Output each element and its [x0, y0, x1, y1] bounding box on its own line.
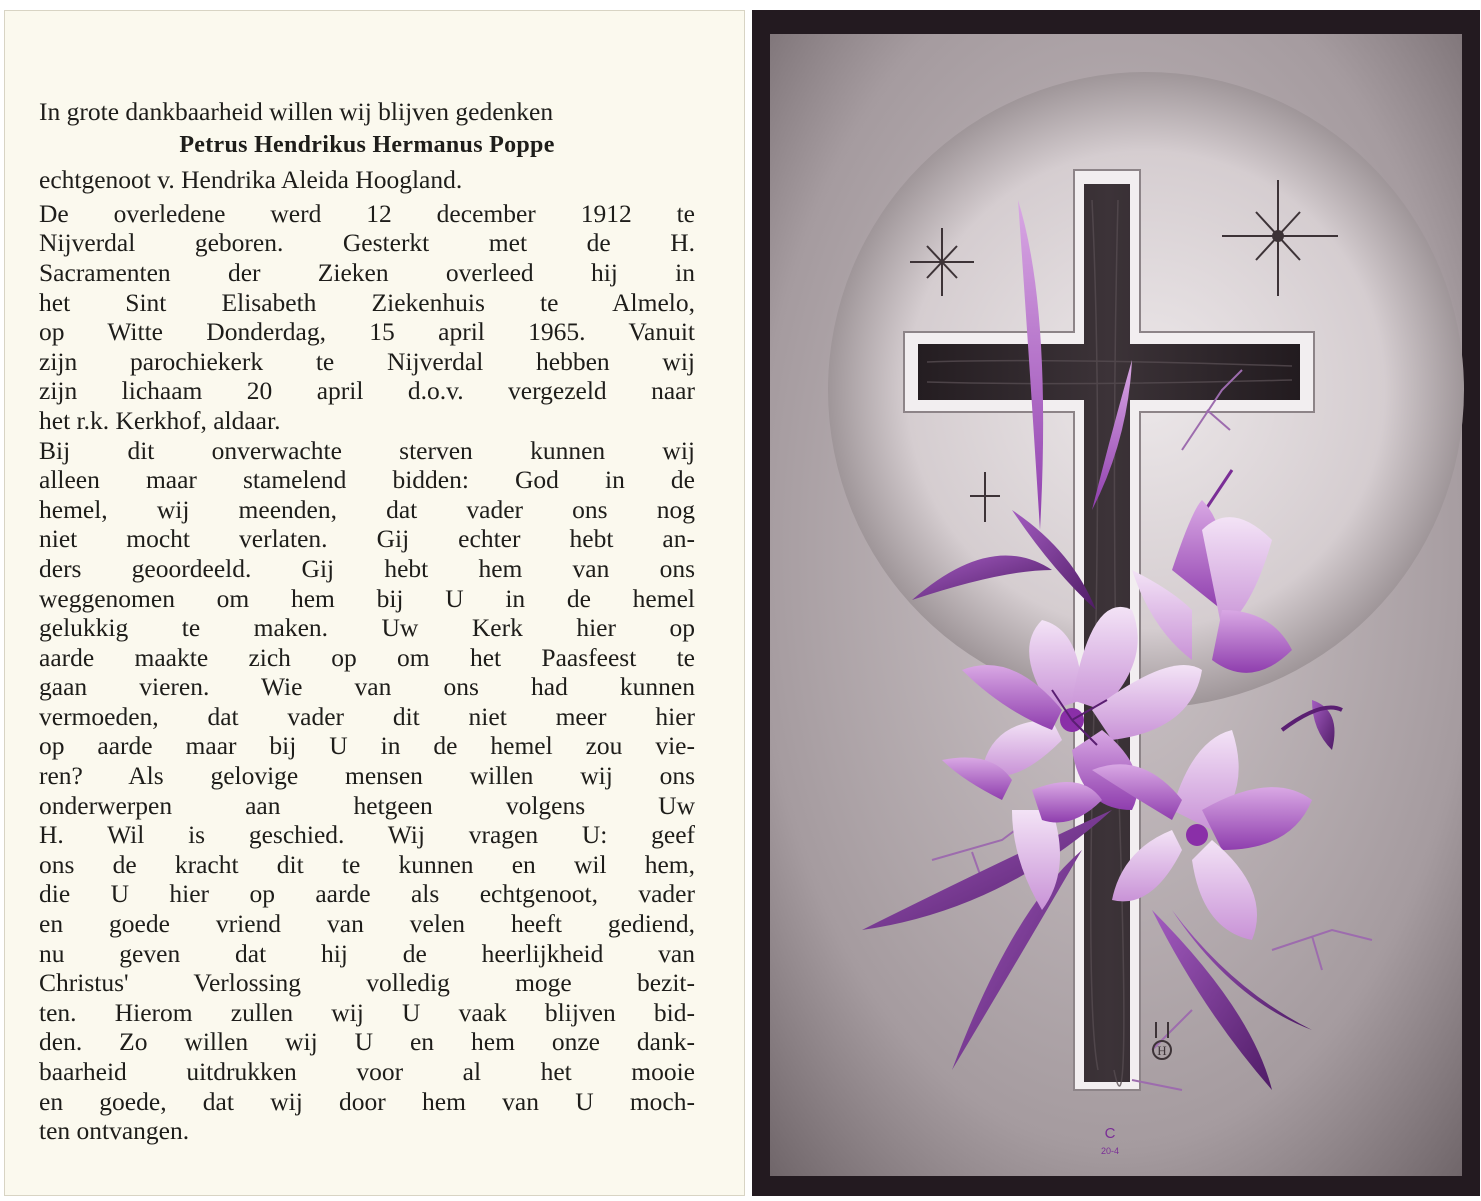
text-line: ons de kracht dit te kunnen en wil hem,: [39, 849, 695, 879]
text-line: Nijverdal geboren. Gesterkt met de H.: [39, 228, 695, 258]
print-number: 20-4: [1100, 1146, 1120, 1156]
text-line: niet mocht verlaten. Gij echter hebt an-: [39, 524, 695, 554]
text-line: het r.k. Kerkhof, aldaar.: [39, 405, 281, 435]
paragraph-prayer: [39, 436, 695, 1146]
text-line: ren? Als gelovige mensen willen wij ons: [39, 761, 695, 791]
text-card: [4, 10, 745, 1196]
text-line: aarde maakte zich op om het Paasfeest te: [39, 642, 695, 672]
intro-text: In grote dankbaarheid willen wij blijven gedenken: [39, 97, 554, 126]
text-line: den. Zo willen wij U en hem onze dank-: [39, 1027, 695, 1057]
text-line: Sacramenten der Zieken overleed hij in: [39, 257, 695, 287]
text-line: zijn parochiekerk te Nijverdal hebben wij: [39, 346, 695, 376]
text-line: gaan vieren. Wie van ons had kunnen: [39, 672, 695, 702]
text-line: en goede vriend van velen heeft gediend,: [39, 909, 695, 939]
printer-mark: C: [1104, 1125, 1116, 1142]
text-line: die U hier op aarde als echtgenoot, vader: [39, 879, 695, 909]
paragraph-biography: [39, 199, 695, 436]
text-line: vermoeden, dat vader dit niet meer hier: [39, 701, 695, 731]
text-line: hemel, wij meenden, dat vader ons nog: [39, 494, 695, 524]
text-line: en goede, dat wij door hem van U moch-: [39, 1086, 695, 1116]
text-line: weggenomen om hem bij U in de hemel: [39, 583, 695, 613]
memorial-text: [39, 97, 695, 1146]
text-line: op Witte Donderdag, 15 april 1965. Vanuit: [39, 317, 695, 347]
text-line: alleen maar stamelend bidden: God in de: [39, 465, 695, 495]
text-line: baarheid uitdrukken voor al het mooie: [39, 1057, 695, 1086]
text-line: zijn lichaam 20 april d.o.v. vergezeld naar: [39, 376, 695, 406]
text-line: onderwerpen aan hetgeen volgens Uw: [39, 790, 695, 820]
text-line: gelukkig te maken. Uw Kerk hier op: [39, 613, 695, 643]
text-line: het Sint Elisabeth Ziekenhuis te Almelo,: [39, 287, 695, 317]
spouse-line: echtgenoot v. Hendrika Aleida Hoogland.: [39, 165, 463, 195]
picture-card: [752, 10, 1480, 1196]
text-line: Bij dit onverwachte sterven kunnen wij: [39, 435, 695, 465]
text-line: H. Wil is geschied. Wij vragen U: geef: [39, 820, 695, 850]
deceased-name: Petrus Hendrikus Hermanus Poppe: [179, 131, 555, 158]
svg-text:H: H: [1157, 1043, 1167, 1058]
text-line: op aarde maar bij U in de hemel zou vie-: [39, 731, 695, 761]
text-line: ders geoordeeld. Gij hebt hem van ons: [39, 553, 695, 583]
text-line: ten. Hierom zullen wij U vaak blijven bid-: [39, 997, 695, 1027]
text-line: Christus' Verlossing volledig moge bezit-: [39, 968, 695, 998]
text-line: nu geven dat hij de heerlijkheid van: [39, 938, 695, 968]
text-line: De overledene werd 12 december 1912 te: [39, 198, 695, 228]
text-line: ten ontvangen.: [39, 1116, 190, 1146]
cross-lilies-illustration: [752, 10, 1480, 1196]
